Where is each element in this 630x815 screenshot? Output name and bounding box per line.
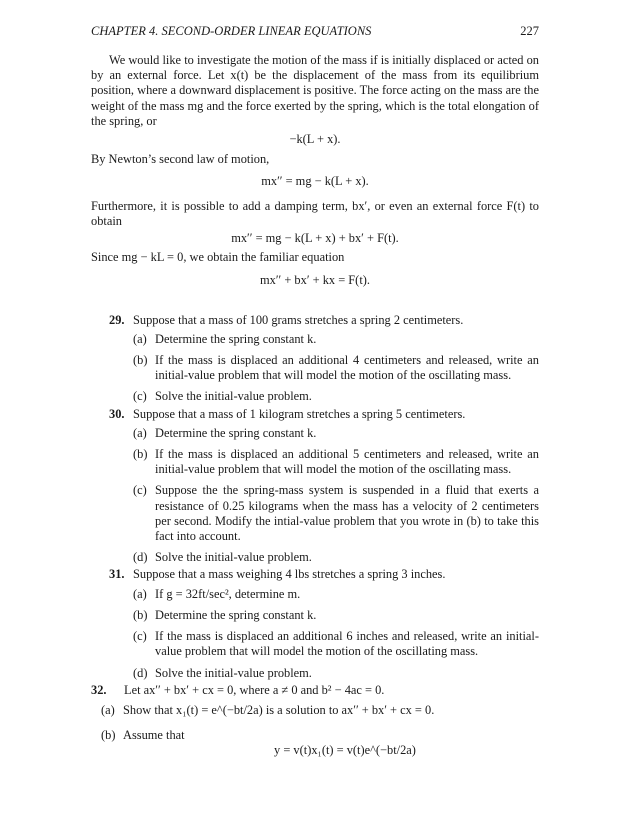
problem-number: 29. (109, 312, 125, 327)
problem-part (133, 447, 539, 477)
running-header (91, 24, 539, 39)
equation-newton: mx′′ = mg − k(L + x). (261, 174, 369, 189)
part-text: Determine the spring constant k. (155, 607, 317, 622)
part-label: (b) (133, 607, 148, 622)
part-text: Determine the spring constant k. (155, 425, 317, 440)
part-text: If the mass is displaced an additional 6 inches and released, write an initial-value problem that will model the motion of the oscillating mass. (155, 629, 539, 659)
problem-number: 30. (109, 406, 125, 421)
problem-text: Suppose that a mass of 100 grams stretches a spring 2 centimeters. (133, 312, 464, 327)
part-label: (b) (133, 353, 148, 368)
part-label: (a) (133, 331, 147, 346)
part-label: (a) (133, 586, 147, 601)
problem-part (133, 550, 539, 565)
problem-part (133, 629, 539, 659)
part-text: Determine the spring constant k. (155, 331, 317, 346)
equation-familiar: mx′′ + bx′ + kx = F(t). (260, 273, 370, 288)
part-label: (c) (133, 389, 147, 404)
problem-text: Let ax′′ + bx′ + cx = 0, where a ≠ 0 and b² − 4ac = 0. (124, 682, 385, 697)
problem-part (133, 353, 539, 383)
part-label: (a) (101, 702, 115, 717)
part-label: (b) (101, 728, 116, 743)
newton-paragraph: By Newton’s second law of motion, (91, 152, 270, 167)
problem-31 (91, 567, 539, 680)
since-paragraph: Since mg − kL = 0, we obtain the familiar equation (91, 250, 345, 265)
page-body (91, 53, 539, 759)
problem-30 (91, 407, 539, 566)
problem-part (133, 426, 539, 441)
equation-damping: mx′′ = mg − k(L + x) + bx′ + F(t). (231, 231, 399, 246)
problem-text: Suppose that a mass weighing 4 lbs stretches a spring 3 inches. (133, 567, 446, 582)
problem-32 (91, 683, 539, 698)
page-number: 227 (520, 24, 539, 38)
part-text: If the mass is displaced an additional 4 centimeters and released, write an initial-value problem that will model the motion of the oscillating mass. (155, 353, 539, 383)
damping-paragraph: Furthermore, it is possible to add a damping term, bx′, or even an external force F(t) to obtain (91, 198, 539, 228)
part-text: Solve the initial-value problem. (155, 550, 312, 565)
problem-part (91, 728, 539, 743)
problem-part (133, 666, 539, 681)
part-label: (d) (133, 665, 148, 680)
part-text: Solve the initial-value problem. (155, 389, 312, 404)
problem-29 (91, 313, 539, 405)
problem-number: 31. (109, 567, 125, 582)
part-text: If the mass is displaced an additional 5 centimeters and released, write an initial-value problem that will model the motion of the oscillating mass. (155, 447, 539, 477)
part-label: (c) (133, 629, 147, 644)
problem-part (133, 389, 539, 404)
part-label: (b) (133, 447, 148, 462)
part-text: If g = 32ft/sec², determine m. (155, 586, 301, 601)
problem-part (133, 608, 539, 623)
intro-paragraph: We would like to investigate the motion of the mass if is initially displaced or acted on by an external force. Let x(t) be the displacement of the mass from its equilibrium position, where a downward displacement is positive. The force acting on the mass are the weight of the mass mg and the force exerted by the spring, which is the total elongation of the spring, or (91, 53, 539, 128)
chapter-title: CHAPTER 4. SECOND-ORDER LINEAR EQUATIONS (91, 24, 372, 38)
part-label: (d) (133, 550, 148, 565)
equation-reduction: y = v(t)x₁(t) = v(t)e^(−bt/2a) (274, 743, 416, 758)
part-text: Solve the initial-value problem. (155, 665, 312, 680)
part-label: (c) (133, 483, 147, 498)
problem-text: Suppose that a mass of 1 kilogram stretches a spring 5 centimeters. (133, 406, 466, 421)
part-label: (a) (133, 425, 147, 440)
equation-force: −k(L + x). (289, 132, 341, 147)
part-text: Suppose the the spring-mass system is suspended in a fluid that exerts a resistance of 0.25 kilograms when the mass has a velocity of 2 centimeters per second. Modify the intial-value problem that you wrote in (b) to take this fact into account. (155, 483, 539, 544)
problem-part (133, 587, 539, 602)
problem-part (133, 483, 539, 544)
problem-number: 32. (91, 682, 107, 697)
problem-part (133, 332, 539, 347)
part-text: Show that x₁(t) = e^(−bt/2a) is a solution to ax′′ + bx′ + cx = 0. (123, 702, 435, 717)
part-text: Assume that (123, 728, 185, 743)
problem-part (91, 703, 539, 718)
